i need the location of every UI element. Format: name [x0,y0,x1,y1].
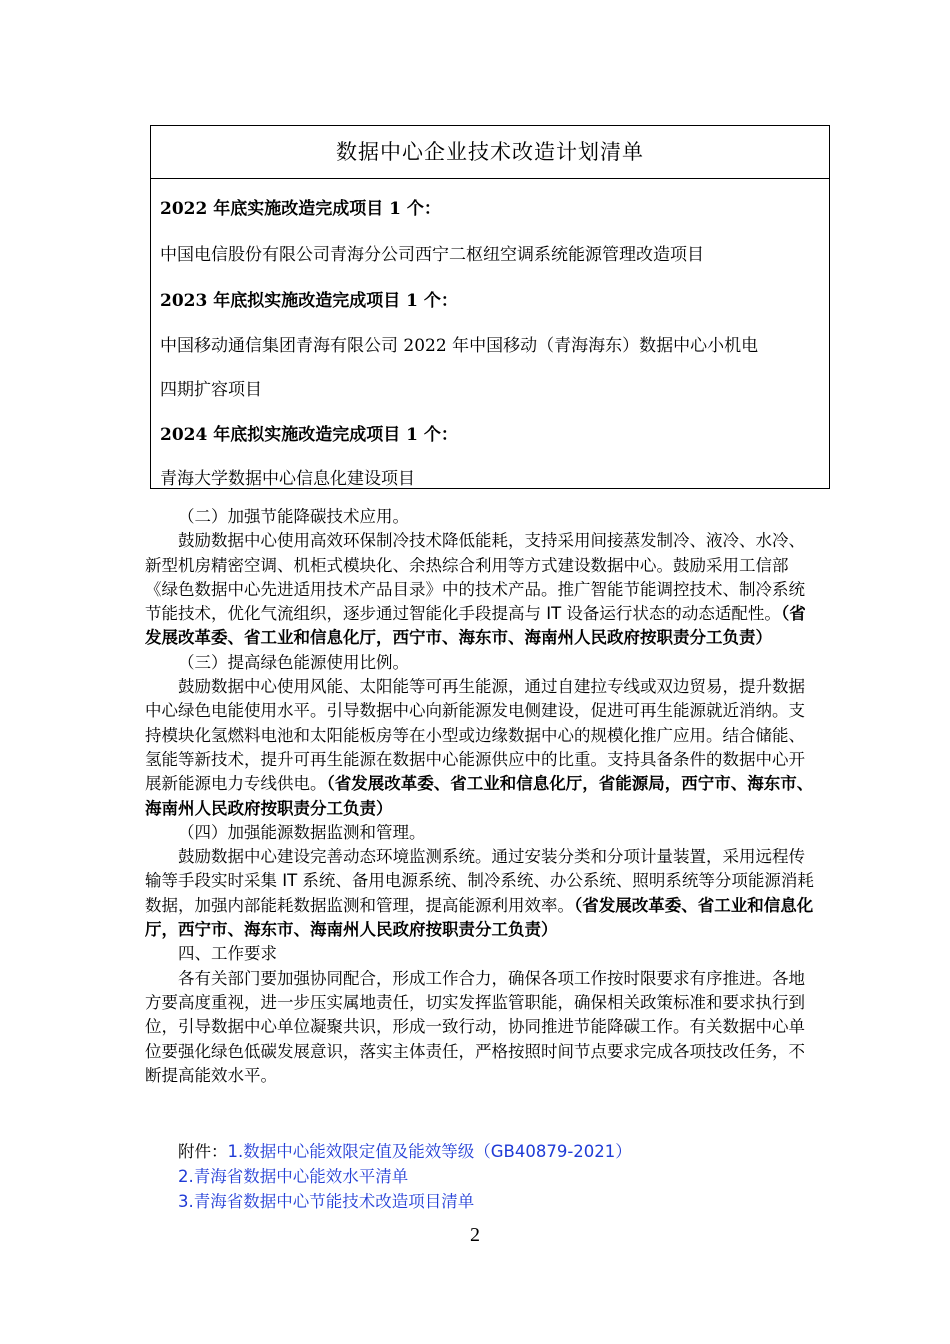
attachment-label: 附件： [178,1142,228,1161]
body-text [145,505,815,1088]
plan-table [150,125,830,489]
plan-2022-heading: 2022 年底实施改造完成项目 1 个： [160,199,441,219]
plan-2023-heading: 2023 年底拟实施改造完成项目 1 个： [160,291,458,311]
section-4-body: 鼓励数据中心建设完善动态环境监测系统。通过安装分类和分项计量装置，采用远程传输等手段实时采集 IT 系统、备用电源系统、制冷系统、办公系统、照明系统等分项能源消耗数据，加强内部能耗数据监测和管理，提高能源利用效率。 [145,847,814,915]
work-requirements-heading: 四、工作要求 [178,944,277,964]
section-2-paragraph [145,529,815,650]
plan-2024-item: 青海大学数据中心信息化建设项目 [160,469,415,489]
section-2-responsibility: （省发展改革委、省工业和信息化厅，西宁市、海东市、海南州人民政府按职责分工负责） [145,604,806,648]
section-3-paragraph [145,675,815,821]
attachment-line-1 [178,1140,632,1164]
section-2-body: 鼓励数据中心使用高效环保制冷技术降低能耗，支持采用间接蒸发制冷、液冷、水冷、新型机房精密空调、机柜式模块化、余热综合利用等方式建设数据中心。鼓励采用工信部《绿色数据中心先进适用技术产品目录》中的技术产品。推广智能节能调控技术、制冷系统节能技术，优化气流组织，逐步通过智能化手段提高与 IT 设备运行状态的动态适配性。 [145,531,805,624]
attachment-link-1[interactable]: 1.数据中心能效限定值及能效等级（GB40879-2021） [227,1142,632,1161]
plan-2024-heading: 2024 年底拟实施改造完成项目 1 个： [160,425,458,445]
attachment-link-2[interactable]: 2.青海省数据中心能效水平清单 [178,1167,409,1186]
plan-2022-item: 中国电信股份有限公司青海分公司西宁二枢纽空调系统能源管理改造项目 [160,245,704,265]
section-4-paragraph [145,845,815,942]
section-3-heading: （三）提高绿色能源使用比例。 [178,652,409,672]
plan-2023-item-line1: 中国移动通信集团青海有限公司 2022 年中国移动（青海海东）数据中心小机电 [160,336,759,356]
page-number: 2 [470,1224,480,1246]
section-2-heading: （二）加强节能降碳技术应用。 [178,507,409,526]
attachment-link-3[interactable]: 3.青海省数据中心节能技术改造项目清单 [178,1192,475,1211]
plan-table-title: 数据中心企业技术改造计划清单 [151,126,829,179]
plan-2023-item-line2: 四期扩容项目 [160,380,262,400]
section-4-responsibility: （省发展改革委、省工业和信息化厅，西宁市、海东市、海南州人民政府按职责分工负责） [145,895,814,940]
section-4-heading: （四）加强能源数据监测和管理。 [178,822,426,842]
section-3-responsibility: （省发展改革委、省工业和信息化厅，省能源局，西宁市、海东市、海南州人民政府按职责分工负责） [145,774,814,818]
section-3-body: 鼓励数据中心使用风能、太阳能等可再生能源，通过自建拉专线或双边贸易，提升数据中心绿色电能使用水平。引导数据中心向新能源发电侧建设，促进可再生能源就近消纳。支持模块化氢燃料电池和太阳能板房等在小型或边缘数据中心的规模化推广应用。结合储能、氢能等新技术，提升可再生能源在数据中心能源供应中的比重。支持具备条件的数据中心开展新能源电力专线供电。 [145,677,805,794]
work-requirements-body: 各有关部门要加强协同配合，形成工作合力，确保各项工作按时限要求有序推进。各地方要高度重视，进一步压实属地责任，切实发挥监管职能，确保相关政策标准和要求执行到位，引导数据中心单位凝聚共识，形成一致行动，协同推进节能降碳工作。有关数据中心单位要强化绿色低碳发展意识，落实主体责任，严格按照时间节点要求完成各项技改任务，不断提高能效水平。 [145,968,805,1085]
